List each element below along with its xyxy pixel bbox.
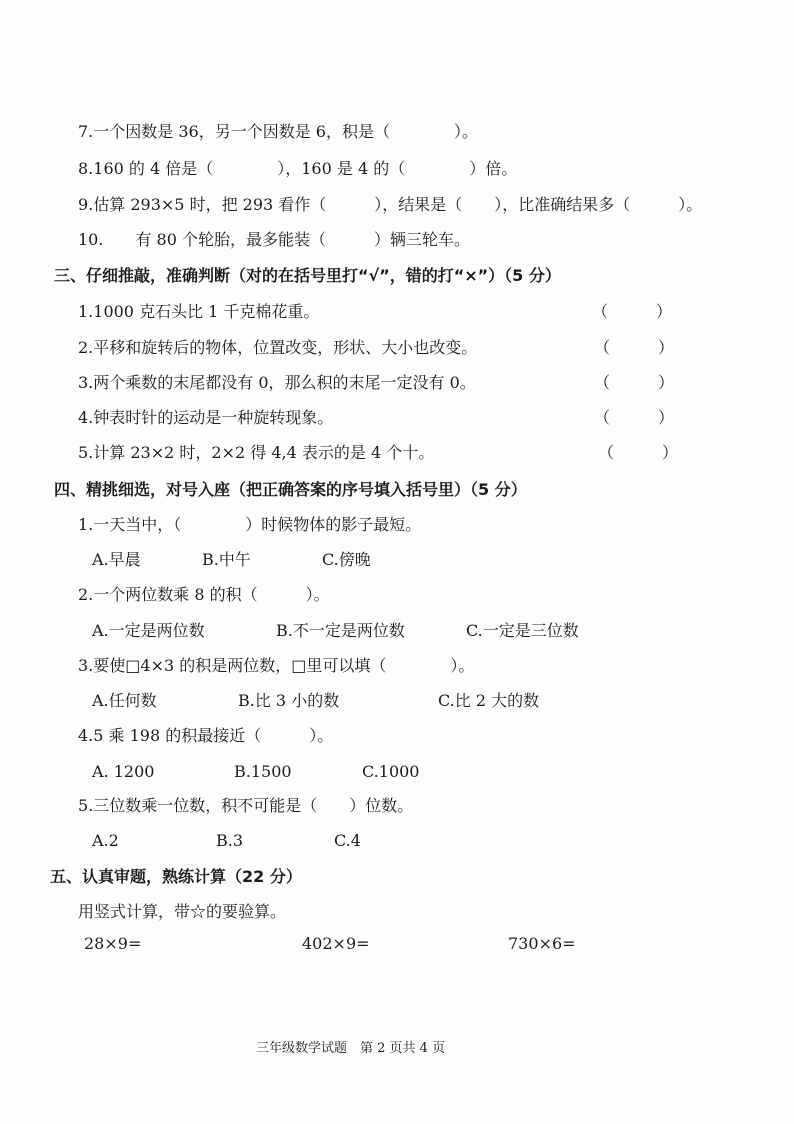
choice-3-option-b: B.比 3 小的数 bbox=[238, 691, 340, 710]
judge-item-1: 1.1000 克石头比 1 千克棉花重。 bbox=[78, 302, 320, 321]
choice-1-option-a: A.早晨 bbox=[92, 550, 141, 569]
choice-1-option-b: B.中午 bbox=[202, 550, 251, 569]
calc-problem-3: 730×6= bbox=[508, 934, 576, 953]
judge-bracket-2[interactable]: （ ） bbox=[594, 338, 675, 357]
judge-bracket-5[interactable]: （ ） bbox=[598, 443, 679, 462]
fill-blank-8: 8.160 的 4 倍是（ ），160 是 4 的（ ）倍。 bbox=[78, 159, 518, 178]
choice-question-1: 1.一天当中，（ ）时候物体的影子最短。 bbox=[78, 515, 422, 534]
judge-item-2: 2.平移和旋转后的物体，位置改变，形状、大小也改变。 bbox=[78, 338, 478, 357]
choice-2-option-b: B.不一定是两位数 bbox=[276, 621, 405, 640]
choice-4-option-a: A. 1200 bbox=[92, 762, 155, 781]
choice-4-option-b: B.1500 bbox=[234, 762, 292, 781]
choice-question-2: 2.一个两位数乘 8 的积（ ）。 bbox=[78, 585, 330, 604]
fill-blank-9: 9.估算 293×5 时，把 293 看作（ ），结果是（ ），比准确结果多（ ）。 bbox=[78, 195, 703, 214]
calc-instruction: 用竖式计算，带☆的要验算。 bbox=[78, 902, 287, 921]
section-3-title: 三、仔细推敲，准确判断（对的在括号里打“√”，错的打“×”）（5 分） bbox=[54, 266, 561, 285]
choice-4-option-c: C.1000 bbox=[362, 762, 420, 781]
judge-item-5: 5.计算 23×2 时，2×2 得 4,4 表示的是 4 个十。 bbox=[78, 443, 435, 462]
section-4-title: 四、精挑细选，对号入座（把正确答案的序号填入括号里）（5 分） bbox=[54, 480, 527, 499]
choice-question-5: 5.三位数乘一位数，积不可能是（ ）位数。 bbox=[78, 796, 414, 815]
judge-item-4: 4.钟表时针的运动是一种旋转现象。 bbox=[78, 408, 334, 427]
choice-2-option-a: A.一定是两位数 bbox=[92, 621, 205, 640]
page-footer: 三年级数学试题 第 2 页共 4 页 bbox=[256, 1041, 446, 1056]
calc-problem-1: 28×9= bbox=[84, 934, 142, 953]
choice-question-4: 4.5 乘 198 的积最接近（ ）。 bbox=[78, 726, 334, 745]
judge-item-3: 3.两个乘数的末尾都没有 0，那么积的末尾一定没有 0。 bbox=[78, 373, 476, 392]
choice-5-option-a: A.2 bbox=[92, 831, 119, 850]
judge-bracket-3[interactable]: （ ） bbox=[594, 373, 675, 392]
calc-problem-2: 402×9= bbox=[302, 934, 370, 953]
judge-bracket-1[interactable]: （ ） bbox=[592, 302, 673, 321]
choice-2-option-c: C.一定是三位数 bbox=[466, 621, 579, 640]
judge-bracket-4[interactable]: （ ） bbox=[594, 408, 675, 427]
choice-5-option-c: C.4 bbox=[334, 831, 361, 850]
section-5-title: 五、认真审题，熟练计算（22 分） bbox=[50, 867, 302, 886]
fill-blank-7: 7.一个因数是 36，另一个因数是 6，积是（ ）。 bbox=[78, 122, 478, 141]
choice-question-3: 3.要使□4×3 的积是两位数，□里可以填（ ）。 bbox=[78, 656, 475, 675]
fill-blank-10: 10. 有 80 个轮胎，最多能装（ ）辆三轮车。 bbox=[78, 230, 470, 249]
choice-3-option-a: A.任何数 bbox=[92, 691, 157, 710]
choice-5-option-b: B.3 bbox=[216, 831, 244, 850]
choice-3-option-c: C.比 2 大的数 bbox=[438, 691, 540, 710]
choice-1-option-c: C.傍晚 bbox=[322, 550, 371, 569]
